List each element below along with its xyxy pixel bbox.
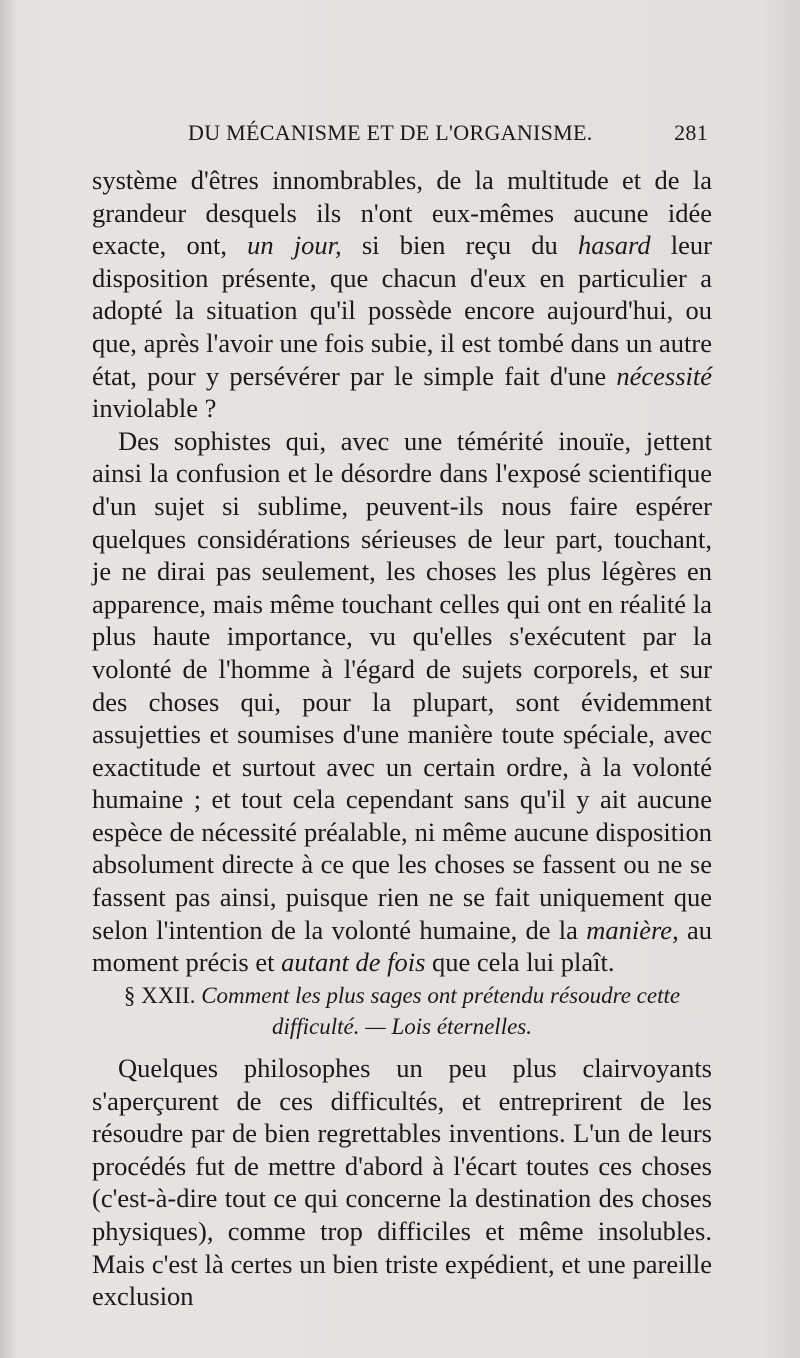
- paragraph-1: [92, 164, 712, 425]
- page-number: 281: [674, 120, 708, 145]
- section-title-line-1: Comment les plus sages ont prétendu résoudre cette: [201, 983, 681, 1008]
- section-heading-line-1: [92, 980, 712, 1011]
- section-text: [92, 1052, 712, 1313]
- running-title: DU MÉCANISME ET DE L'ORGANISME.: [188, 120, 593, 145]
- section-number: § XXII.: [123, 983, 196, 1008]
- paragraph-1-text-3: leur disposition présente, que chacun d'eux en particulier a adopté la situation qu'il possède encore aujourd'hui, ou que, après l'avoir une fois subie, il est tombé dans un autre état, pour y persévérer par le simple fait d'une: [92, 230, 712, 391]
- section-heading: [92, 980, 712, 1042]
- paragraph-1-emphasis-3: nécessité: [616, 360, 712, 391]
- paragraph-1-text-1: système d'êtres innombrables, de la multitude et de la grandeur desquels ils n'ont eux-mêmes aucune idée exacte, ont,: [92, 165, 712, 261]
- paragraph-1-text-4: inviolable ?: [92, 393, 217, 424]
- paragraph-2-text-1: Des sophistes qui, avec une témérité inouïe, jettent ainsi la confusion et le désordre dans l'exposé scientifique d'un sujet si sublime, peuvent-ils nous faire espérer quelques considérations sérieuses de leur part, touchant, je ne dirai pas seulement, les choses les plus légères en apparence, mais même touchant celles qui ont en réalité la plus haute importance, vu qu'elles s'exécutent par la volonté de l'homme à l'égard de sujets corporels, et sur des choses qui, pour la plupart, sont évidemment assujetties et soumises d'une manière toute spéciale, avec exactitude et surtout avec un certain ordre, à la volonté humaine ; et tout cela cependant sans qu'il y ait aucune espèce de nécessité préalable, ni même aucune disposition absolument directe à ce que les choses se fassent ou ne se fassent pas ainsi, puisque rien ne se fait uniquement que selon l'intention de la volonté humaine, de la: [92, 425, 712, 945]
- running-header: [188, 120, 708, 154]
- paragraph-2-text-2: au moment précis et: [92, 914, 713, 978]
- paragraph-3: Quelques philosophes un peu plus clairvoyants s'aperçurent de ces difficultés, et entreprirent de les résoudre par de bien regrettables inventions. L'un de leurs procédés fut de mettre d'abord à l'écart toutes ces choses (c'est-à-dire tout ce qui concerne la destination des choses physiques), comme trop difficiles et même insolubles. Mais c'est là certes un bien triste expédient, et une pareille exclusion: [92, 1053, 712, 1312]
- paragraph-2: [92, 425, 712, 979]
- section-title-line-2: difficulté. — Lois éternelles.: [272, 1014, 532, 1039]
- paragraph-2-emphasis-1: manière,: [586, 914, 679, 945]
- paragraph-2-emphasis-2: autant de fois: [281, 947, 426, 978]
- section-heading-line-2: [92, 1011, 712, 1042]
- paragraph-1-text-2: si bien reçu du: [341, 230, 578, 261]
- paragraph-1-emphasis-2: hasard: [577, 230, 651, 261]
- paragraph-1-emphasis-1: un jour,: [247, 230, 342, 261]
- paragraph-2-text-3: que cela lui plaît.: [425, 947, 615, 978]
- main-text: [92, 164, 712, 979]
